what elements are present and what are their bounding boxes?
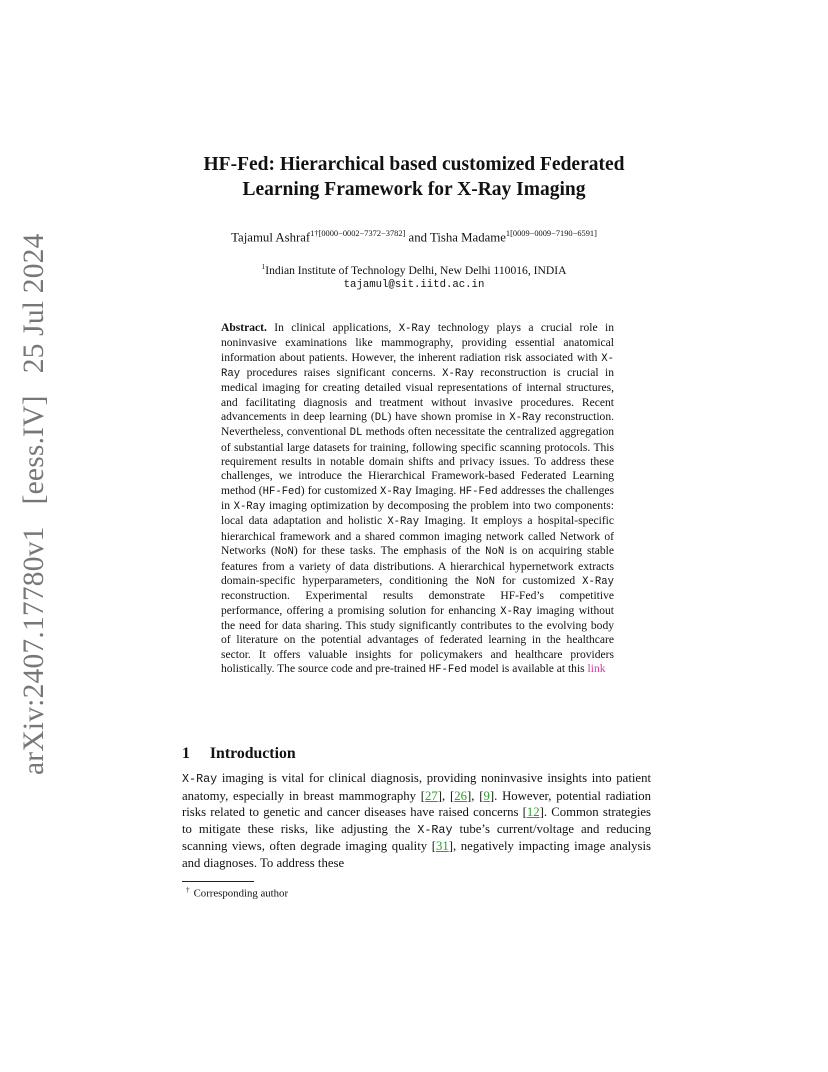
source-code-link[interactable]: link — [587, 662, 606, 675]
section-number: 1 — [182, 745, 190, 762]
citation-9[interactable]: 9 — [483, 788, 490, 803]
author-email: tajamul@sit.iitd.ac.in — [343, 279, 485, 292]
affiliation-line — [150, 259, 678, 278]
arxiv-category: [eess.IV] — [18, 395, 50, 505]
citation-12[interactable]: 12 — [526, 805, 540, 819]
citation-27[interactable]: 27 — [425, 788, 438, 803]
author-list — [150, 229, 678, 245]
section-title: Introduction — [209, 745, 296, 762]
abstract-label: Abstract. — [221, 322, 267, 334]
section-heading-introduction — [182, 745, 296, 763]
arxiv-sidebar-stamp — [18, 233, 51, 775]
affiliation-block — [150, 259, 678, 294]
author-1-orcid: 1†[0000−0002−7372−3782] — [310, 229, 406, 238]
author-1-name: Tajamul Ashraf — [231, 230, 311, 245]
abstract: Abstract. In clinical applications, X-Ray technology plays a crucial role in noninvasive examinations like mammography, providing essential anatomical information about patients. However, the inherent radiation risk associated with X-Ray procedures raises significant concerns. X-Ray reconstruction is crucial in medical imaging for creating detailed visual representations of internal structures, and facilitating diagnosis and treatment without invasive procedures. Recent advancements in deep learning (DL) have shown promise in X-Ray reconstruction. Nevertheless, conventional DL methods often necessitate the centralized aggregation of substantial large datasets for training, following specific scanning protocols. This requirement results in notable domain shifts and privacy issues. To address these challenges, we introduce the Hierarchical Framework-based Federated Learning method (HF-Fed) for customized X-Ray Imaging. HF-Fed addresses the challenges in X-Ray imaging optimization by decomposing the problem into two components: local data adaptation and holistic X-Ray Imaging. It employs a hospital-specific hierarchical framework and a shared common imaging network called Network of Networks (NoN) for these tasks. The emphasis of the NoN is on acquiring stable features from a variety of data distributions. A hierarchical hypernetwork extracts domain-specific hyperparameters, conditioning the NoN for customized X-Ray reconstruction. Experimental results demonstrate HF-Fed’s competitive performance, offering a promising solution for enhancing X-Ray imaging without the need for data sharing. This study significantly contributes to the evolving body of literature on the potential advantages of federated learning in the healthcare sector. It offers valuable insights for policymakers and healthcare providers holistically. The source code and pre-trained HF-Fed model is available at this link — [221, 322, 615, 676]
author-conjunction: and — [405, 230, 430, 245]
author-2-name: Tisha Madame — [429, 230, 506, 245]
citation-31[interactable]: 31 — [436, 839, 449, 853]
affiliation-mark: 1 — [261, 262, 266, 271]
paper-title — [150, 152, 678, 202]
introduction-paragraph: X-Ray imaging is vital for clinical diagnosis, providing noninvasive insights into patient anatomy, especially in breast mammography [27], [26], [9]. However, potential radiation risks related to genetic and cancer diseases have raised concerns [12]. Common strategies to mitigate these risks, like adjusting the X-Ray tube’s current/voltage and reducing scanning views, often degrade imaging quality [31], negatively impacting image analysis and diagnoses. To address these — [182, 771, 652, 870]
footnote — [186, 886, 288, 900]
arxiv-id: arXiv:2407.17780v1 — [18, 526, 50, 775]
author-2-orcid: 1[0009−0009−7190−6591] — [505, 229, 597, 238]
title-line-2: Learning Framework for X-Ray Imaging — [242, 179, 586, 200]
title-line-1: HF-Fed: Hierarchical based customized Federated — [203, 154, 625, 175]
footnote-mark: † — [186, 886, 190, 894]
citation-26[interactable]: 26 — [454, 788, 467, 803]
arxiv-date: 25 Jul 2024 — [18, 233, 50, 374]
affiliation-text: Indian Institute of Technology Delhi, New Delhi 110016, INDIA — [265, 263, 567, 277]
footnote-divider — [182, 881, 254, 882]
footnote-text: Corresponding author — [193, 887, 289, 900]
